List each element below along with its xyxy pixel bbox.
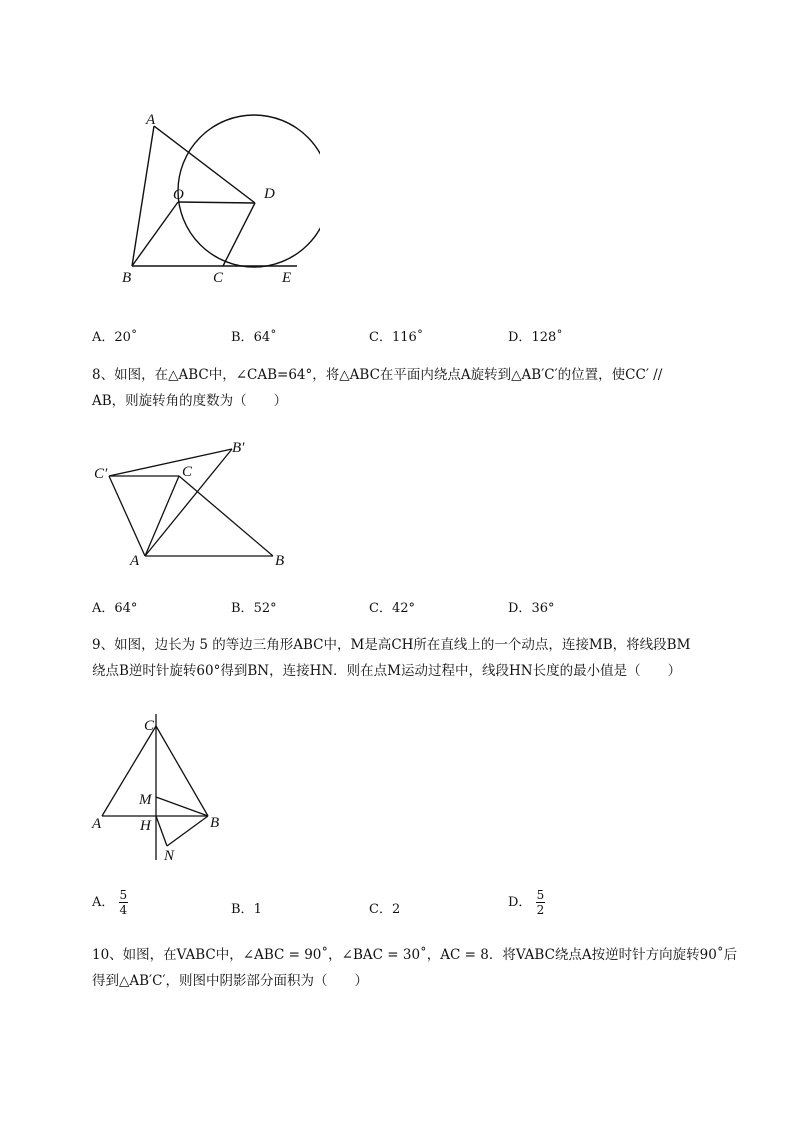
q7-line-ab [132,126,154,266]
q9-option-b: B．1 [231,902,262,917]
q8-option-c: C．42° [369,601,415,616]
q8-line-2: AB，则旋转角的度数为（ ） [92,393,288,409]
q7-label-b: B [122,270,132,286]
q9-option-d: D． $\frac{5}{2}$ [508,888,545,917]
q7-option-d: D．128˚ [508,330,563,345]
q8-question [92,362,752,414]
q9-option-a-fraction: $\frac{5}{4}$ [119,888,128,917]
q9-label-h: H [140,818,151,834]
q8-label-c: C [182,464,193,480]
q9-line-bn [167,816,208,846]
q7-line-od [178,202,255,203]
q8-option-a: A．64° [92,601,138,616]
q8-label-b: B [275,553,285,569]
q7-option-a: A．20˚ [92,330,138,345]
q9-line-1: 9、如图，边长为 5 的等边三角形ABC中，M是高CH所在直线上的一个动点，连接MB，将线段BM [92,637,691,653]
q8-option-b: B．52° [231,601,277,616]
q7-line-ob [132,202,178,266]
q9-line-hn [156,816,167,846]
q9-label-c: C [144,718,155,734]
q7-figure [80,100,320,300]
q7-line-ad [154,126,255,203]
q9-option-d-fraction: $\frac{5}{2}$ [536,888,545,917]
q10-question [92,942,752,994]
q9-line-mb [156,797,208,816]
q9-label-m: M [139,792,152,808]
q8-line-cpa [109,476,145,556]
q8-option-d: D．36° [508,601,555,616]
q7-label-d: D [264,186,275,202]
q7-label-c: C [213,270,224,286]
q10-line-2: 得到△AB′C′，则图中阴影部分面积为（ ） [92,973,369,989]
q7-option-b: B．64˚ [231,330,277,345]
q8-label-a: A [130,553,140,569]
q8-line-cb [179,476,273,556]
q9-figure [86,710,236,870]
q9-question [92,632,752,684]
q8-label-bp: B′ [232,440,245,456]
q9-label-n: N [164,848,175,864]
q9-option-c: C．2 [369,902,401,917]
q7-label-a: A [146,112,156,128]
q7-option-c: C．116˚ [369,330,424,345]
q7-circle [178,115,320,267]
q7-label-o: O [173,187,184,203]
q8-figure [88,430,308,580]
q9-label-a: A [92,816,102,832]
q7-label-e: E [282,270,292,286]
q8-line-1: 8、如图，在△ABC中，∠CAB=64°，将△ABC在平面内绕点A旋转到△AB′C′的位置，使CC′ // [92,367,663,383]
q9-line-cb [156,726,208,816]
q8-label-cp: C′ [94,466,108,482]
q10-line-1: 10、如图，在VABC中，∠ABC = 90˚，∠BAC = 30˚，AC = 8．将VABC绕点A按逆时针方向旋转90˚后 [92,947,738,963]
q9-option-a: A． $\frac{5}{4}$ [92,888,128,917]
q9-line-2: 绕点B逆时针旋转60°得到BN，连接HN．则在点M运动过程中，线段HN长度的最小值是（ ） [92,663,682,679]
q9-label-b: B [210,815,220,831]
q8-line-ac [145,476,179,556]
q7-line-dc [223,203,255,266]
